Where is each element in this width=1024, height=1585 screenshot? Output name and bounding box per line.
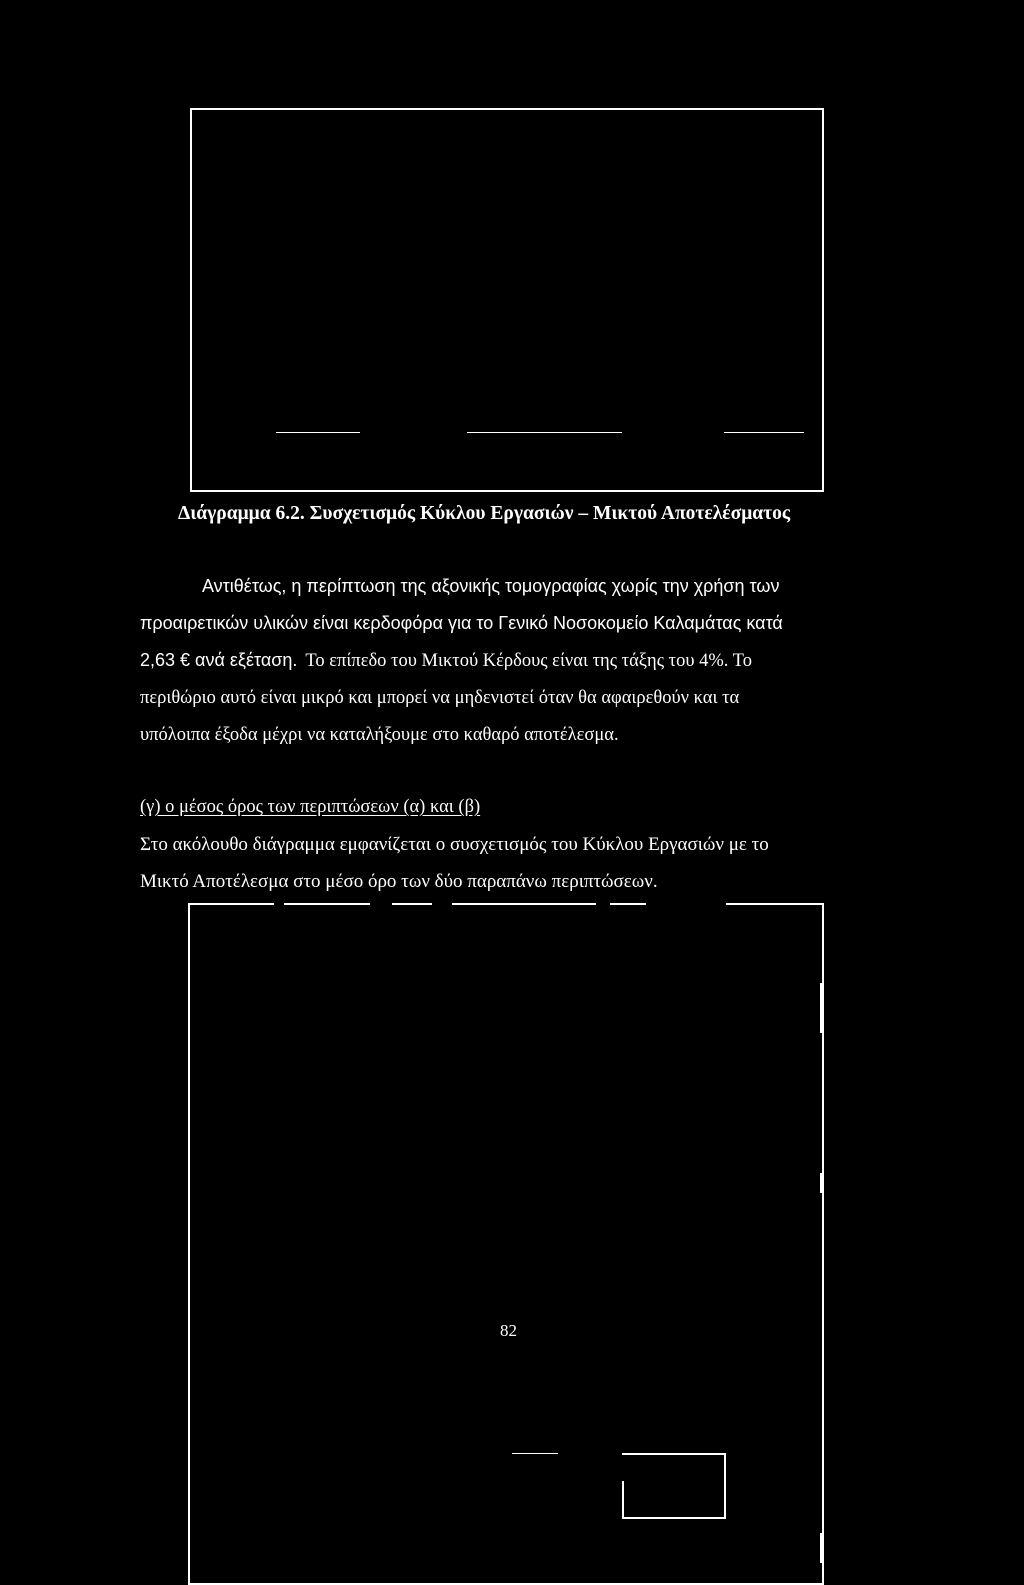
figure-2-frame [188, 903, 826, 1585]
figure-dash [512, 1453, 558, 1454]
figure-6-2-frame [190, 108, 824, 492]
paragraph-line: Αντιθέτως, η περίπτωση της αξονικής τομογραφίας χωρίς την χρήση των [202, 576, 780, 596]
paragraph-line: περιθώριο αυτό είναι μικρό και μπορεί να μηδενιστεί όταν θα αφαιρεθούν και τα [140, 688, 740, 708]
paragraph-line: προαιρετικών υλικών είναι κερδοφόρα για το Γενικό Νοσοκομείο Καλαμάτας κατά [140, 613, 783, 633]
page-number: 82 [500, 1321, 517, 1340]
section-line: Στο ακόλουθο διάγραμμα εμφανίζεται ο συσχετισμός του Κύκλου Εργασιών με το [140, 834, 769, 855]
figure-caption: Διάγραμμα 6.2. Συσχετισμός Κύκλου Εργασιών – Μικτού Αποτελέσματος [178, 503, 791, 524]
figure-inner-box [622, 1453, 726, 1519]
figure-dash [724, 432, 804, 433]
figure-dash [467, 432, 622, 433]
figure-dash [276, 432, 360, 433]
paragraph-line: υπόλοιπα έξοδα μέχρι να καταλήξουμε στο καθαρό αποτέλεσμα. [140, 725, 619, 745]
section-heading: (γ) ο μέσος όρος των περιπτώσεων (α) και (β) [140, 797, 481, 817]
paragraph-line-part: Το επίπεδο του Μικτού Κέρδους είναι της τάξης του 4%. Το [305, 651, 752, 671]
section-line: Μικτό Αποτέλεσμα στο μέσο όρο των δύο παραπάνω περιπτώσεων. [140, 871, 658, 892]
paragraph-line-part: 2,63 € ανά εξέταση. [140, 650, 298, 670]
